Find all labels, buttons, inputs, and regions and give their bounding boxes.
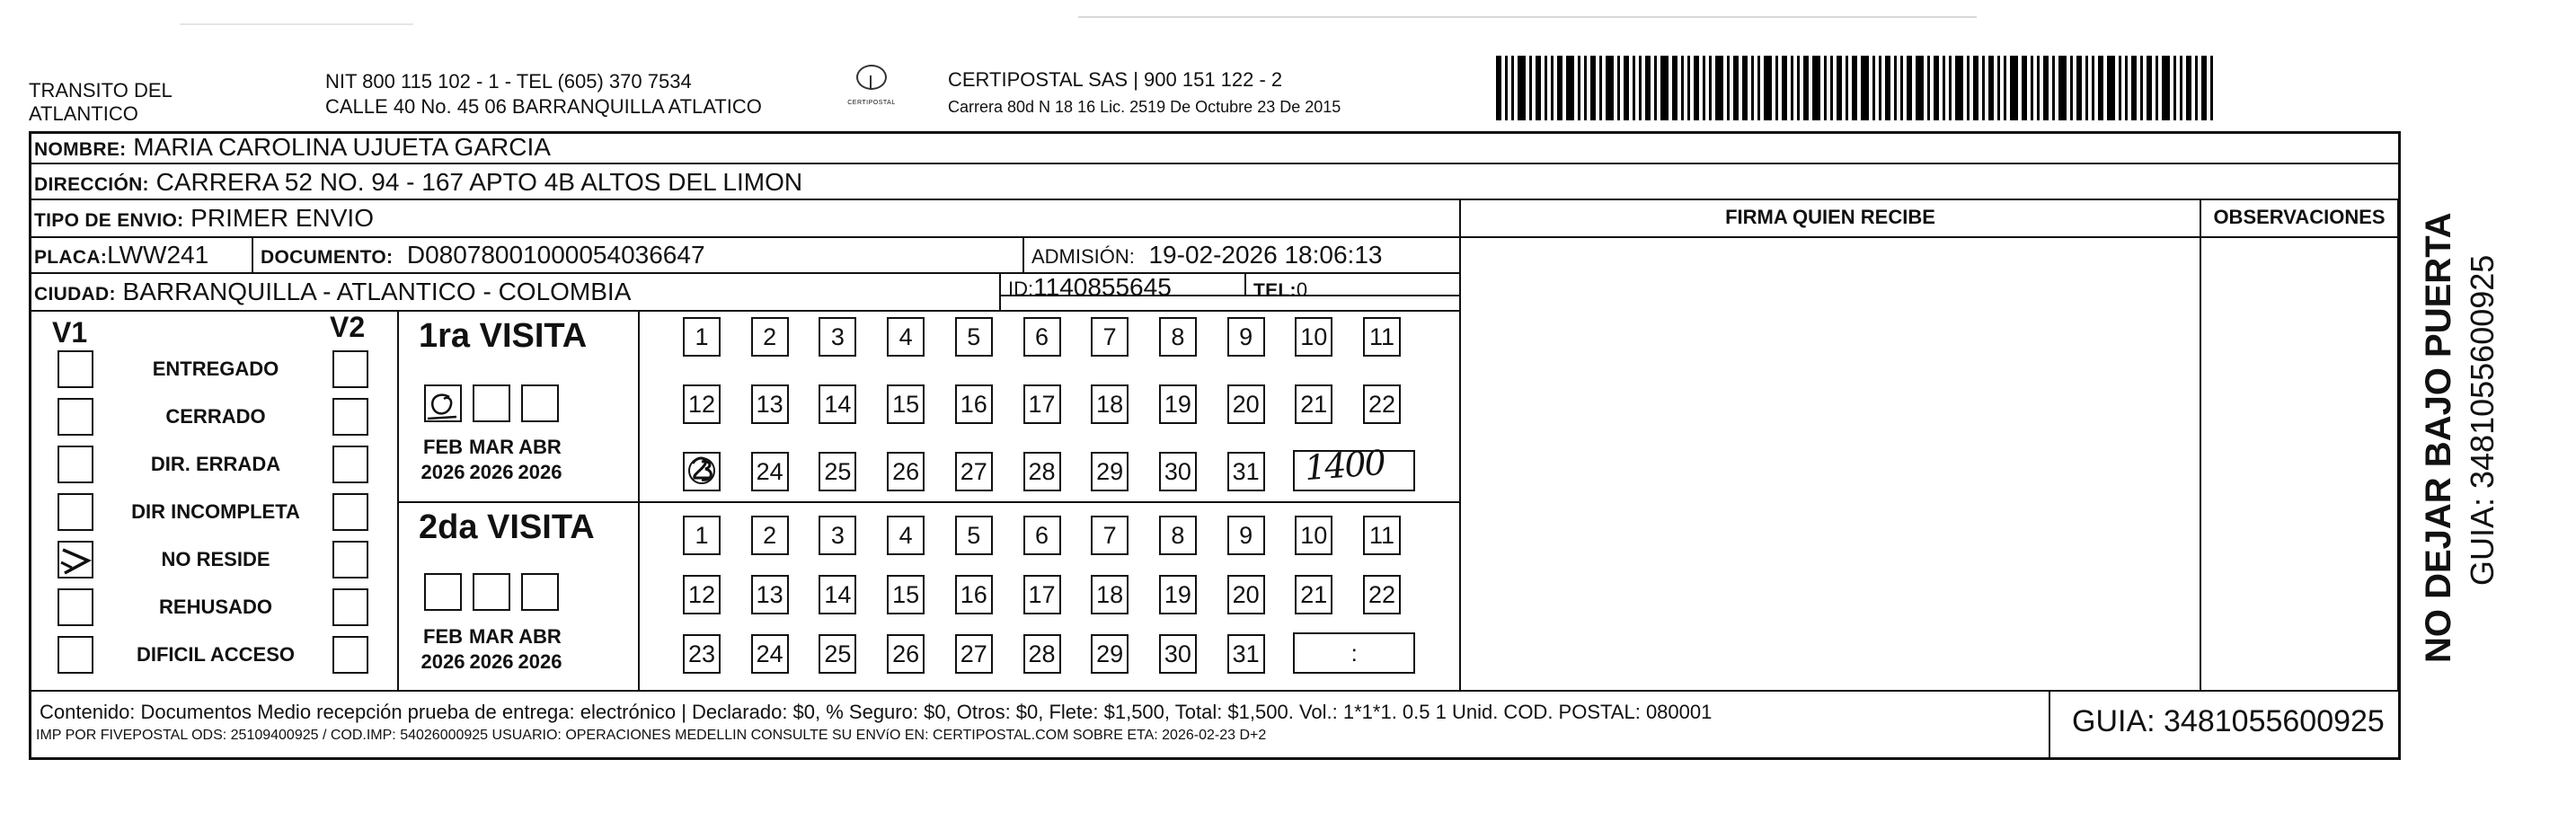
barcode-bar — [1715, 56, 1723, 120]
divider — [397, 310, 399, 690]
barcode-bar — [2107, 56, 2115, 120]
side-guia: GUIA: 3481055600925 — [2464, 254, 2501, 586]
second-visit-time-box[interactable]: : — [1293, 632, 1415, 674]
barcode-bar — [1742, 56, 1748, 120]
first-visit-day[interactable]: 27 — [955, 452, 993, 491]
status-label: ENTREGADO — [152, 358, 279, 380]
barcode-bar — [1496, 56, 1501, 120]
status-label: CERRADO — [165, 405, 266, 428]
send-type-label: TIPO DE ENVIO: — [34, 210, 184, 231]
first-visit-title: 1ra VISITA — [419, 317, 588, 355]
barcode-bar — [2031, 56, 2033, 120]
barcode-bar — [1639, 56, 1642, 120]
second-month-label: ABR 2026 — [518, 625, 562, 673]
divider — [2049, 690, 2050, 760]
barcode-bar — [2098, 56, 2103, 120]
barcode-bar — [1934, 56, 1939, 120]
barcode-bar — [1837, 56, 1842, 120]
city — [34, 277, 631, 310]
barcode-bar — [1830, 56, 1833, 120]
city-value: BARRANQUILLA - ATLANTICO - COLOMBIA — [122, 278, 632, 305]
barcode-bar — [2201, 56, 2207, 120]
handwritten-day-mark — [684, 451, 720, 487]
second-visit-day[interactable]: 25 — [819, 634, 856, 674]
second-visit-day[interactable]: 1 — [683, 516, 721, 555]
barcode-bar — [1624, 56, 1629, 120]
barcode-bar — [1694, 56, 1699, 120]
divider — [29, 310, 1459, 312]
v2-checkbox[interactable] — [332, 636, 368, 674]
document — [261, 240, 705, 273]
divider — [638, 310, 640, 690]
divider — [397, 501, 1459, 503]
recipient-address — [34, 167, 802, 200]
tel-label: TEL: — [1253, 280, 1297, 301]
barcode-bar — [1617, 56, 1620, 120]
barcode-bar — [1812, 56, 1820, 120]
admission — [1031, 240, 1382, 272]
first-visit-day[interactable]: 2 — [751, 317, 789, 357]
v1-checkbox[interactable] — [58, 446, 93, 483]
second-visit-day[interactable]: 28 — [1023, 634, 1061, 674]
first-visit-day[interactable]: 9 — [1227, 317, 1265, 357]
barcode-bar — [1955, 56, 1963, 120]
barcode-bar — [1645, 56, 1651, 120]
observations-area[interactable] — [2201, 238, 2397, 690]
status-label: NO RESIDE — [161, 548, 270, 570]
second-visit-day[interactable]: 27 — [955, 634, 993, 674]
barcode-bar — [1916, 56, 1924, 120]
barcode-bar — [1757, 56, 1760, 120]
barcode-bar — [1775, 56, 1778, 120]
second-visit-day[interactable]: 9 — [1227, 516, 1265, 555]
barcode-bar — [2156, 56, 2158, 120]
second-visit-day[interactable]: 13 — [751, 575, 789, 614]
second-visit-day[interactable]: 24 — [751, 634, 789, 674]
id-number — [1008, 272, 1172, 305]
barcode-bar — [1606, 56, 1614, 120]
barcode-bar — [2147, 56, 2152, 120]
logo-icon — [856, 65, 887, 90]
address-label: DIRECCIÓN: — [34, 174, 149, 195]
plate-label: PLACA: — [34, 247, 108, 268]
tel-value: 0 — [1296, 278, 1308, 301]
barcode-bar — [1894, 56, 1897, 120]
first-visit-day[interactable]: 17 — [1023, 384, 1061, 424]
second-visit-day[interactable]: 7 — [1091, 516, 1129, 555]
second-month-box[interactable] — [521, 573, 559, 611]
scan-artifact — [180, 23, 413, 25]
status-label: DIR INCOMPLETA — [131, 500, 300, 523]
v2-checkbox[interactable] — [332, 446, 368, 483]
barcode-bar — [2195, 56, 2198, 120]
second-visit-day[interactable]: 20 — [1227, 575, 1265, 614]
v2-checkbox[interactable] — [332, 493, 368, 531]
second-visit-day[interactable]: 29 — [1091, 634, 1129, 674]
second-visit-day[interactable]: 5 — [955, 516, 993, 555]
first-month-box[interactable] — [521, 384, 559, 422]
barcode-bar — [1590, 56, 1596, 120]
first-visit-day[interactable]: 20 — [1227, 384, 1265, 424]
barcode-bar — [2022, 56, 2027, 120]
barcode-bar — [2210, 56, 2213, 120]
admission-label: ADMISIÓN: — [1031, 245, 1135, 268]
first-visit-day[interactable]: 21 — [1295, 384, 1332, 424]
handwritten-month-mark — [424, 388, 460, 424]
courier-name: CERTIPOSTAL SAS | 900 151 122 - 2 — [948, 68, 1283, 91]
barcode-bar — [1852, 56, 1857, 120]
first-visit-day[interactable]: 25 — [819, 452, 856, 491]
barcode-bar — [1988, 56, 1994, 120]
status-label: DIR. ERRADA — [150, 453, 281, 475]
barcode-bar — [1599, 56, 1602, 120]
divider — [252, 236, 253, 272]
observations-header: OBSERVACIONES — [2213, 206, 2386, 228]
second-visit-day[interactable]: 14 — [819, 575, 856, 614]
barcode-bar — [1885, 56, 1890, 120]
barcode-bar — [2004, 56, 2006, 120]
barcode-bar — [1803, 56, 1809, 120]
barcode-bar — [1900, 56, 1903, 120]
divider — [29, 690, 2401, 692]
plate-value: LWW241 — [107, 241, 209, 269]
second-month-label: MAR 2026 — [468, 625, 515, 673]
barcode-bar — [1681, 56, 1684, 120]
first-visit-day[interactable]: 14 — [819, 384, 856, 424]
barcode-bar — [2076, 56, 2082, 120]
id-label: ID: — [1008, 278, 1034, 300]
footer-contents: Contenido: Documentos Medio recepción prueba de entrega: electrónico | Declarado: $0, % Seguro: $0, Otros: $0, Flete: $1,500, Total: $1,500. Vol.: 1*1*1. 0.5 1 Unid. COD. POSTAL: 080001 — [40, 701, 1713, 723]
send-type — [34, 203, 374, 236]
second-visit-day[interactable]: 23 — [683, 634, 721, 674]
barcode-bar — [2180, 56, 2182, 120]
first-visit-day[interactable]: 1 — [683, 317, 721, 357]
barcode-bar — [2058, 56, 2067, 120]
barcode-bar — [1861, 56, 1869, 120]
first-month-label: ABR 2026 — [518, 436, 562, 483]
second-visit-title: 2da VISITA — [419, 508, 595, 546]
barcode-bar — [1551, 56, 1554, 120]
second-visit-day[interactable]: 3 — [819, 516, 856, 555]
logo-text: CERTIPOSTAL — [847, 100, 896, 106]
v2-checkbox[interactable] — [332, 350, 368, 388]
handwritten-checkmark — [58, 543, 93, 578]
second-visit-day[interactable]: 18 — [1091, 575, 1129, 614]
first-month-label: MAR 2026 — [468, 436, 515, 483]
signature-header: FIRMA QUIEN RECIBE — [1725, 206, 1935, 228]
v1-checkbox[interactable] — [58, 350, 93, 388]
barcode-bar — [1545, 56, 1547, 120]
document-label: DOCUMENTO: — [261, 247, 394, 268]
barcode-bar — [1973, 56, 1978, 120]
barcode-bar — [1536, 56, 1541, 120]
barcode-bar — [1505, 56, 1508, 120]
name-label: NOMBRE: — [34, 139, 127, 160]
do-not-leave-warning: NO DEJAR BAJO PUERTA — [2419, 212, 2458, 663]
id-value: 1140855645 — [1033, 273, 1172, 301]
send-type-value: PRIMER ENVIO — [190, 204, 374, 232]
first-visit-day[interactable]: 13 — [751, 384, 789, 424]
barcode-bar — [1907, 56, 1912, 120]
divider — [2397, 199, 2399, 690]
second-visit-day[interactable]: 21 — [1295, 575, 1332, 614]
first-month-box[interactable] — [473, 384, 510, 422]
name-value: MARIA CAROLINA UJUETA GARCIA — [133, 133, 551, 161]
barcode-bar — [1949, 56, 1952, 120]
v2-checkbox[interactable] — [332, 588, 368, 626]
barcode-bar — [1529, 56, 1532, 120]
barcode-bar — [1824, 56, 1827, 120]
barcode-bar — [2173, 56, 2176, 120]
barcode-bar — [1687, 56, 1690, 120]
status-label: DIFICIL ACCESO — [136, 643, 295, 666]
first-visit-day[interactable]: 28 — [1023, 452, 1061, 491]
second-visit-day[interactable]: 16 — [955, 575, 993, 614]
barcode-bar — [1943, 56, 1945, 120]
second-visit-day[interactable]: 22 — [1363, 575, 1401, 614]
second-visit-day[interactable]: 2 — [751, 516, 789, 555]
first-visit-day[interactable]: 22 — [1363, 384, 1401, 424]
barcode-bar — [1879, 56, 1881, 120]
second-visit-day[interactable]: 19 — [1159, 575, 1197, 614]
telephone — [1253, 275, 1307, 306]
second-visit-day[interactable]: 6 — [1023, 516, 1061, 555]
footer-guia: GUIA: 3481055600925 — [2072, 704, 2385, 738]
second-month-box[interactable] — [473, 573, 510, 611]
barcode-bar — [2119, 56, 2121, 120]
barcode-bar — [1782, 56, 1787, 120]
barcode-bar — [1584, 56, 1587, 120]
barcode-bar — [1797, 56, 1800, 120]
first-visit-day[interactable]: 8 — [1159, 317, 1197, 357]
barcode-bar — [1672, 56, 1677, 120]
barcode-bar — [2092, 56, 2094, 120]
second-visit-day[interactable]: 31 — [1227, 634, 1265, 674]
second-month-label: FEB 2026 — [420, 625, 465, 673]
barcode-bar — [1511, 56, 1514, 120]
address-value: CARRERA 52 NO. 94 - 167 APTO 4B ALTOS DEL LIMON — [155, 168, 803, 196]
second-visit-day[interactable]: 12 — [683, 575, 721, 614]
barcode-bar — [1872, 56, 1875, 120]
barcode-bar — [2186, 56, 2191, 120]
barcode-bar — [1727, 56, 1730, 120]
barcode-bar — [2085, 56, 2088, 120]
barcode-bar — [2131, 56, 2137, 120]
scan-artifact — [1078, 16, 1977, 18]
barcode — [1496, 56, 2224, 120]
barcode-bar — [1633, 56, 1635, 120]
barcode-bar — [2037, 56, 2040, 120]
first-visit-day[interactable]: 5 — [955, 317, 993, 357]
second-visit-day[interactable]: 15 — [887, 575, 925, 614]
barcode-bar — [2052, 56, 2055, 120]
first-visit-day[interactable]: 10 — [1295, 317, 1332, 357]
footer-print-info: IMP POR FIVEPOSTAL ODS: 25109400925 / COD.IMP: 54026000925 USUARIO: OPERACIONES MEDELLIN CONSULTE SU ENVíO EN: CERTIPOSTAL.COM SOBRE ETA: 2026-02-23 D+2 — [36, 728, 1267, 743]
barcode-bar — [2070, 56, 2073, 120]
barcode-bar — [1791, 56, 1793, 120]
first-visit-day[interactable]: 24 — [751, 452, 789, 491]
v1-checkbox[interactable] — [58, 588, 93, 626]
barcode-bar — [2162, 56, 2170, 120]
barcode-bar — [1751, 56, 1754, 120]
first-visit-day[interactable]: 16 — [955, 384, 993, 424]
second-visit-day[interactable]: 26 — [887, 634, 925, 674]
barcode-bar — [1733, 56, 1739, 120]
first-visit-day[interactable]: 29 — [1091, 452, 1129, 491]
barcode-bar — [1654, 56, 1657, 120]
second-visit-day[interactable]: 30 — [1159, 634, 1197, 674]
second-visit-day[interactable]: 8 — [1159, 516, 1197, 555]
first-visit-day[interactable]: 26 — [887, 452, 925, 491]
barcode-bar — [1927, 56, 1930, 120]
barcode-bar — [2125, 56, 2128, 120]
admission-value: 19-02-2026 18:06:13 — [1148, 241, 1383, 269]
second-month-box[interactable] — [424, 573, 462, 611]
barcode-bar — [2043, 56, 2049, 120]
barcode-bar — [1578, 56, 1580, 120]
barcode-bar — [1703, 56, 1705, 120]
first-visit-day[interactable]: 4 — [887, 317, 925, 357]
barcode-bar — [1709, 56, 1712, 120]
first-visit-day[interactable]: 19 — [1159, 384, 1197, 424]
status-label: REHUSADO — [159, 596, 272, 618]
sender-nit: NIT 800 115 102 - 1 - TEL (605) 370 7534 — [325, 70, 692, 93]
first-visit-day[interactable]: 30 — [1159, 452, 1197, 491]
first-visit-day[interactable]: 31 — [1227, 452, 1265, 491]
second-visit-day[interactable]: 10 — [1295, 516, 1332, 555]
first-visit-day[interactable]: 3 — [819, 317, 856, 357]
barcode-bar — [1764, 56, 1772, 120]
first-month-label: FEB 2026 — [420, 436, 465, 483]
first-visit-day[interactable]: 15 — [887, 384, 925, 424]
first-visit-day[interactable]: 12 — [683, 384, 721, 424]
barcode-bar — [1982, 56, 1985, 120]
v1-header: V1 — [52, 316, 88, 349]
plate — [34, 240, 208, 273]
v1-checkbox[interactable] — [58, 636, 93, 674]
second-visit-day[interactable]: 17 — [1023, 575, 1061, 614]
courier-license: Carrera 80d N 18 16 Lic. 2519 De Octubre 23 De 2015 — [948, 98, 1341, 116]
city-label: CIUDAD: — [34, 284, 116, 305]
v2-checkbox[interactable] — [332, 541, 368, 578]
handwritten-time: 1400 — [1303, 442, 1386, 489]
divider — [1022, 236, 1024, 272]
sender-address: CALLE 40 No. 45 06 BARRANQUILLA ATLATICO — [325, 95, 762, 118]
first-visit-day[interactable]: 11 — [1363, 317, 1401, 357]
barcode-bar — [1997, 56, 2000, 120]
recipient-name — [34, 132, 551, 165]
courier-logo — [845, 65, 899, 119]
divider — [1244, 272, 1246, 295]
divider — [999, 272, 1001, 310]
sender-name: TRANSITO DEL ATLANTICO — [29, 79, 173, 125]
v1-checkbox[interactable] — [58, 398, 93, 436]
barcode-bar — [2140, 56, 2143, 120]
first-visit-day[interactable]: 6 — [1023, 317, 1061, 357]
barcode-bar — [1967, 56, 1970, 120]
v1-checkbox[interactable] — [58, 493, 93, 531]
first-visit-day[interactable]: 7 — [1091, 317, 1129, 357]
barcode-bar — [1518, 56, 1526, 120]
second-visit-day[interactable]: 11 — [1363, 516, 1401, 555]
v2-header: V2 — [330, 311, 366, 343]
second-visit-day[interactable]: 4 — [887, 516, 925, 555]
barcode-bar — [1846, 56, 1848, 120]
barcode-bar — [1557, 56, 1562, 120]
barcode-bar — [2010, 56, 2018, 120]
barcode-bar — [1566, 56, 1574, 120]
signature-area[interactable] — [1461, 238, 2200, 690]
v2-checkbox[interactable] — [332, 398, 368, 436]
first-visit-day[interactable]: 18 — [1091, 384, 1129, 424]
document-value: D08078001000054036647 — [406, 241, 705, 269]
barcode-bar — [1660, 56, 1669, 120]
